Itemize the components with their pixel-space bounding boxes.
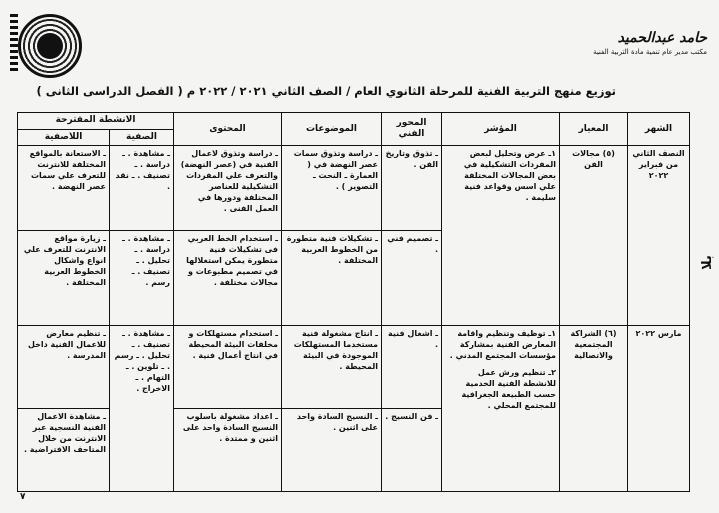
standard-cell: (٦) الشراكة المجتمعية والاتصالية: [560, 325, 628, 491]
topics-cell: ـ تشكيلات فنية متطورة من الخطوط العربية المختلفة .: [282, 230, 382, 325]
header-row: [18, 113, 690, 130]
curriculum-table: [17, 112, 690, 492]
classroom-cell: ـ مشاهدة . ـ دراسة . ـ تحليل . ـ تصنيف . ـ رسم .: [110, 230, 174, 325]
month-cell: النصف الثاني من فبراير ٢٠٢٢: [628, 146, 690, 325]
extracurricular-cell: ـ الاستعانة بالمواقع المختلفة للانترنت للتعرف علي سمات عصر النهضة .: [18, 146, 110, 230]
axis-cell: ـ تذوق وتاريخ الفن .: [382, 146, 442, 230]
table-row: [18, 325, 690, 408]
col-standard: المعيار: [560, 113, 628, 146]
content-cell: ـ استخدام الخط العربي فى تشكيلات فنية متطورة يمكن استغلالها في تصميم مطبوعات و مجالات مختلفة .: [174, 230, 282, 325]
col-axis: المحور الفني: [382, 113, 442, 146]
axis-cell: ـ تصميم فني .: [382, 230, 442, 325]
document-title: توزيع منهج التربية الفنية للمرحلة الثانوي العام / الصف الثاني ٢٠٢١ / ٢٠٢٢ م ( الفصل الدراسى الثانى ): [36, 84, 616, 98]
extracurricular-cell: ـ مشاهدة الاعمال الفنية النسجية عبر الانترنت من خلال المتاحف الافتراضية .: [18, 408, 110, 491]
ministry-seal-logo: [18, 14, 82, 78]
axis-cell: ـ اشغال فنية .: [382, 325, 442, 408]
indicator-cell: ١ـ توظيف وتنظيم واقامة المعارض الفنية بمشاركة مؤسسات المجتمع المدني . ٢ـ تنظيم ورش عمل للانشطة الفنية الخدمية حسب الطبيعة الجغرافية للمجتمع المحلي .: [442, 325, 560, 491]
extracurricular-cell: ـ زيارة مواقع الانترنت للتعرف علي انواع واشكال الخطوط العربية المختلفة .: [18, 230, 110, 325]
header-signature-block: [547, 30, 707, 56]
col-classroom: الصفية: [110, 129, 174, 146]
axis-cell: ـ فن النسيج .: [382, 408, 442, 491]
topics-cell: ـ دراسة وتذوق سمات عصر النهضة في ( العمارة ـ النحت ـ التصوير ) .: [282, 146, 382, 230]
col-activities: الانشطة المقترحة: [18, 113, 174, 130]
seal-border: [10, 14, 18, 72]
topics-cell: ـ النسيج السادة واحد على اثنين .: [282, 408, 382, 491]
content-cell: ـ دراسة وتذوق لاعمال الفنية في (عصر النهضة) والتعرف علي المفردات التشكيلية للعناصر المختلفة ودورها في العمل الفنى .: [174, 146, 282, 230]
signature: حامد عبدالحميد: [617, 30, 707, 46]
classroom-cell: ـ مشاهدة . ـ دراسة . ـ تصنيف . ـ نقد .: [110, 146, 174, 230]
table-row: [18, 146, 690, 230]
month-cell: مارس ٢٠٢٢: [628, 325, 690, 491]
indicator-cell: ١ـ عرض وتحليل لبعض المفردات التشكيلية في بعض المجالات المختلفة علي اسس وقواعد فنية سليمة .: [442, 146, 560, 325]
office-line: مكتب مدير عام تنمية مادة التربية الفنية: [593, 48, 707, 56]
col-month: الشهر: [628, 113, 690, 146]
margin-mark: بلا: [700, 255, 716, 270]
col-extracurricular: اللاصفية: [18, 129, 110, 146]
extracurricular-cell: ـ تنظيم معارض للاعمال الفنية داخل المدرسة .: [18, 325, 110, 408]
standard-cell: (٥) مجالات الفن: [560, 146, 628, 325]
seal-core: [37, 33, 63, 59]
col-topics: الموضوعات: [282, 113, 382, 146]
col-indicator: المؤشر: [442, 113, 560, 146]
content-cell: ـ اعداد مشغولة باسلوب النسيج السادة واحد على اثنين و ممتدة .: [174, 408, 282, 491]
topics-cell: ـ انتاج مشغولة فنية مستخدما المستهلكات الموجودة في البيئة المحيطة .: [282, 325, 382, 408]
content-cell: ـ استخدام مستهلكات و مخلفات البيئة المحيطة في انتاج أعمال فنية .: [174, 325, 282, 408]
classroom-cell: ـ مشاهدة . ـ تصنيف . ـ تحليل . ـ رسم . ـ تلوين . ـ التهام . ـ الاخراج .: [110, 325, 174, 491]
col-content: المحتوى: [174, 113, 282, 146]
page-number: ٧: [20, 492, 26, 502]
